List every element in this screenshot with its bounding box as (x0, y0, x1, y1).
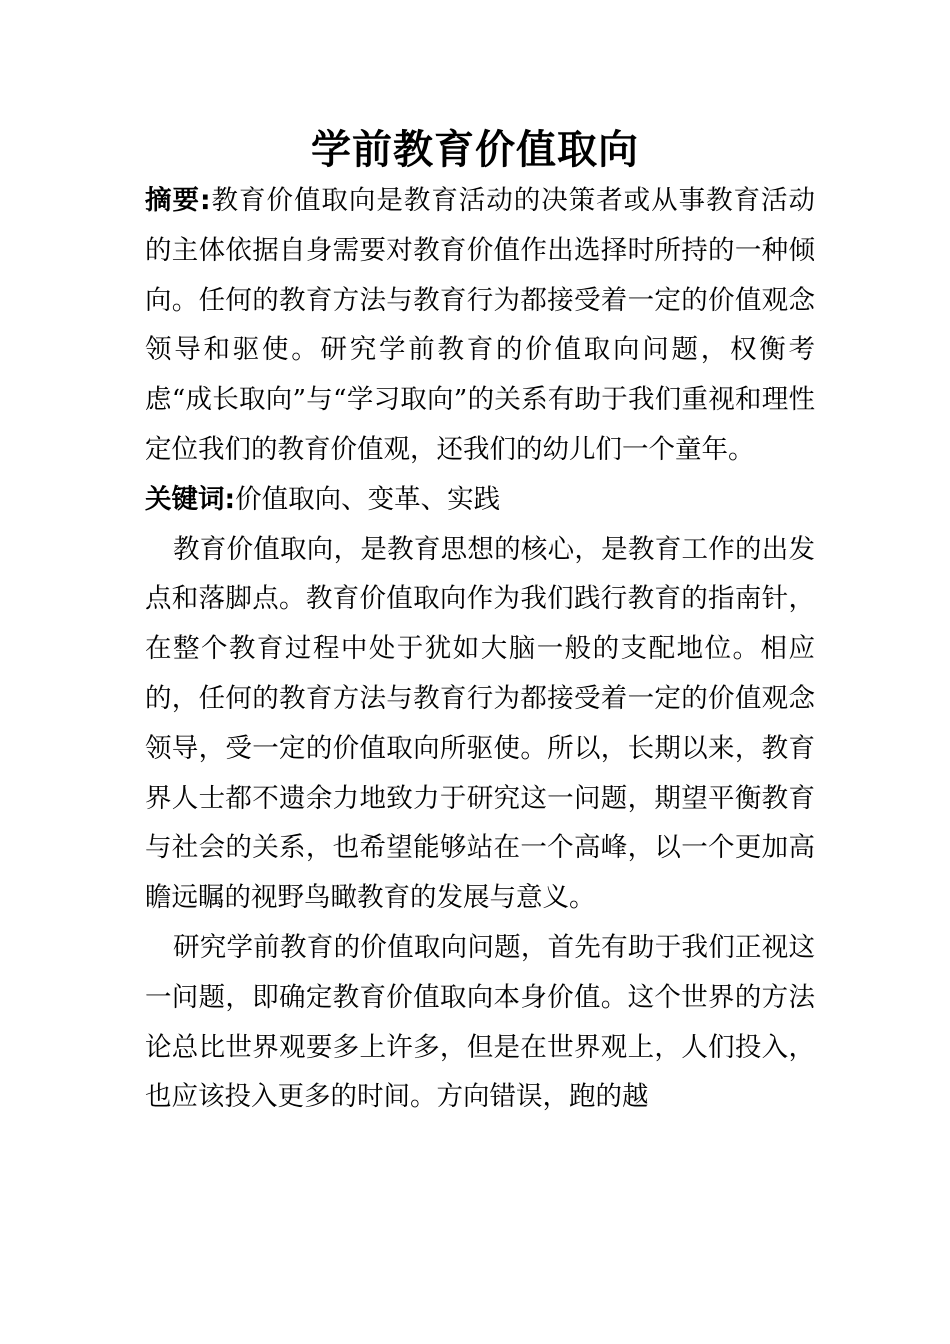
document-body (145, 176, 815, 1122)
document-title: 学前教育价值取向 (311, 127, 639, 173)
abstract-paragraph (145, 176, 815, 475)
keywords-label: 关键词: (145, 483, 236, 515)
body-paragraph-1: 教育价值取向，是教育思想的核心，是教育工作的出发点和落脚点。教育价值取向作为我们践行教育的指南针，在整个教育过程中处于犹如大脑一般的支配地位。相应的，任何的教育方法与教育行为都接受着一定的价值观念领导，受一定的价值取向所驱使。所以，长期以来，教育界人士都不遗余力地致力于研究这一问题，期望平衡教育与社会的关系，也希望能够站在一个高峰，以一个更加高瞻远瞩的视野鸟瞰教育的发展与意义。 (145, 533, 815, 914)
keywords-text: 价值取向、变革、实践 (235, 483, 501, 515)
abstract-label: 摘要: (145, 185, 211, 216)
abstract-text: 教育价值取向是教育活动的决策者或从事教育活动的主体依据自身需要对教育价值作出选择时所持的一种倾向。任何的教育方法与教育行为都接受着一定的价值观念领导和驱使。研究学前教育的价值取向问题，权衡考虑“成长取向”与“学习取向”的关系有助于我们重视和理性定位我们的教育价值观，还我们的幼儿们一个童年。 (145, 185, 815, 465)
keywords-paragraph (145, 475, 815, 525)
body-paragraph-2: 研究学前教育的价值取向问题，首先有助于我们正视这一问题，即确定教育价值取向本身价值。这个世界的方法论总比世界观要多上许多，但是在世界观上，人们投入，也应该投入更多的时间。方向错误，跑的越 (145, 931, 815, 1113)
